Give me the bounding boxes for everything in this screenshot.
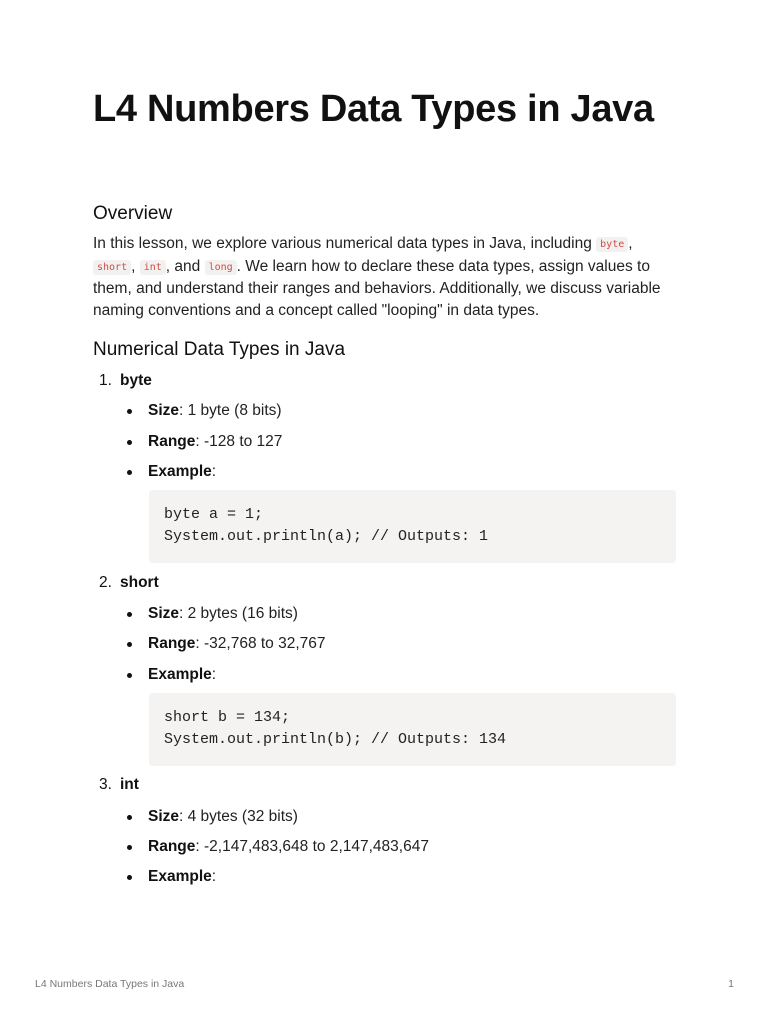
bullet-dot-icon bbox=[127, 642, 132, 647]
page-title: L4 Numbers Data Types in Java bbox=[93, 88, 654, 130]
list-number: 3. bbox=[99, 776, 112, 793]
section-heading: Numerical Data Types in Java bbox=[93, 339, 346, 360]
code-block-byte bbox=[149, 490, 676, 563]
bullet-dot-icon bbox=[127, 875, 132, 880]
bullet-dot-icon bbox=[127, 845, 132, 850]
list-number: 1. bbox=[99, 372, 112, 389]
bullet-dot-icon bbox=[127, 612, 132, 617]
bullet-dot-icon bbox=[127, 673, 132, 678]
code-text: byte a = 1; System.out.println(a); // Outputs: 1 bbox=[164, 506, 489, 545]
overview-paragraph: In this lesson, we explore various numerical data types in Java, including byte , short , int , and long . We learn how to declare these data types, assign values to them, and understand their ranges and behaviors. Additionally, we discuss variable naming conventions and a concept called "looping" in data types. bbox=[93, 235, 661, 320]
inline-code-long: long bbox=[205, 260, 237, 275]
overview-heading: Overview bbox=[93, 203, 173, 224]
code-block-short bbox=[149, 693, 676, 766]
bullet-dot-icon bbox=[127, 815, 132, 820]
type-name: int bbox=[120, 776, 139, 793]
code-text: short b = 134; System.out.println(b); // Outputs: 134 bbox=[164, 709, 507, 748]
bullet-dot-icon bbox=[127, 440, 132, 445]
footer-title: L4 Numbers Data Types in Java bbox=[35, 978, 185, 990]
footer-page-number: 1 bbox=[728, 978, 734, 990]
type-name: short bbox=[120, 574, 159, 591]
inline-code-int: int bbox=[140, 260, 166, 275]
inline-code-byte: byte bbox=[596, 237, 628, 252]
type-name: byte bbox=[120, 372, 152, 389]
inline-code-short: short bbox=[93, 260, 131, 275]
bullet-dot-icon bbox=[127, 470, 132, 475]
bullet-dot-icon bbox=[127, 409, 132, 414]
list-number: 2. bbox=[99, 574, 112, 591]
